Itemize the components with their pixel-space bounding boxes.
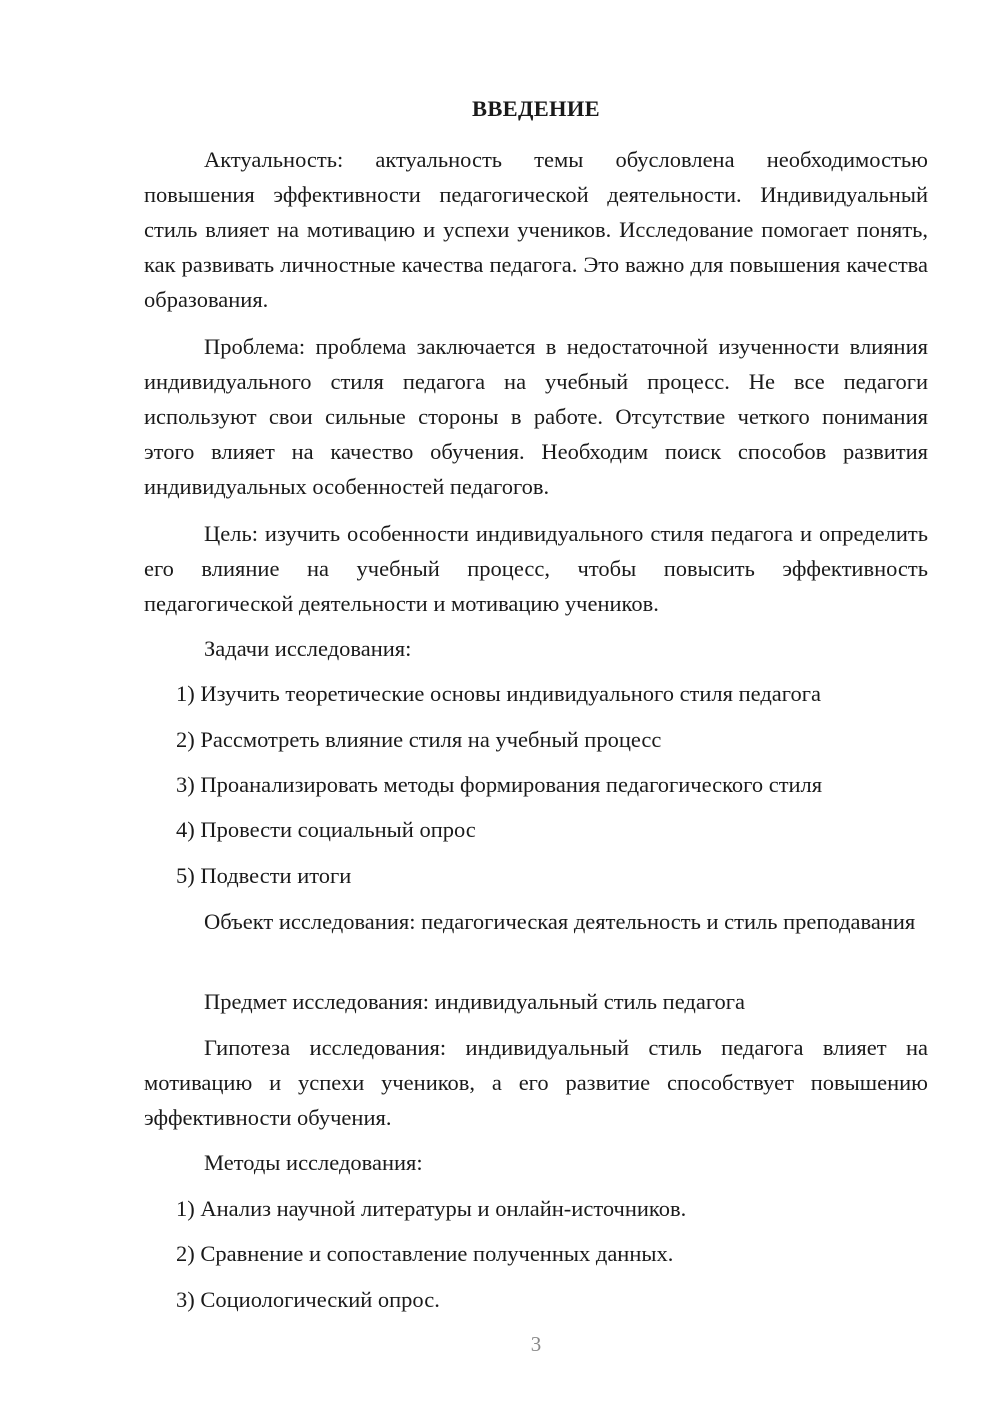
method-item: 3) Социологический опрос. bbox=[176, 1287, 440, 1312]
relevance-paragraph: Актуальность: актуальность темы обусловлена необходимостью повышения эффективности педагогической деятельности. Индивидуальный стиль влияет на мотивацию и успехи учеников. Исследование помогает понять, как развивать личностные качества педагога. Это важно для повышения качества образования. bbox=[144, 147, 928, 312]
task-item: 5) Подвести итоги bbox=[176, 863, 352, 888]
task-item: 1) Изучить теоретические основы индивидуального стиля педагога bbox=[176, 681, 821, 706]
object-paragraph: Объект исследования: педагогическая деятельность и стиль преподавания bbox=[204, 909, 916, 934]
page-number: 3 bbox=[530, 1332, 542, 1356]
hypothesis-paragraph: Гипотеза исследования: индивидуальный стиль педагога влияет на мотивацию и успехи учеников, а его развитие способствует повышению эффективности обучения. bbox=[144, 1035, 928, 1130]
problem-paragraph: Проблема: проблема заключается в недостаточной изученности влияния индивидуального стиля педагога на учебный процесс. Не все педагоги используют свои сильные стороны в работе. Отсутствие четкого понимания этого влияет на качество обучения. Необходим поиск способов развития индивидуальных особенностей педагогов. bbox=[144, 334, 928, 499]
methods-label: Методы исследования: bbox=[204, 1150, 423, 1175]
method-item: 2) Сравнение и сопоставление полученных данных. bbox=[176, 1241, 674, 1266]
subject-paragraph: Предмет исследования: индивидуальный стиль педагога bbox=[204, 989, 745, 1014]
goal-paragraph: Цель: изучить особенности индивидуального стиля педагога и определить его влияние на учебный процесс, чтобы повысить эффективность педагогической деятельности и мотивацию учеников. bbox=[144, 521, 928, 616]
method-item: 1) Анализ научной литературы и онлайн-источников. bbox=[176, 1196, 687, 1221]
task-item: 3) Проанализировать методы формирования педагогического стиля bbox=[176, 772, 823, 797]
task-item: 2) Рассмотреть влияние стиля на учебный процесс bbox=[176, 727, 662, 752]
task-item: 4) Провести социальный опрос bbox=[176, 817, 476, 842]
section-heading: ВВЕДЕНИЕ bbox=[472, 96, 600, 121]
tasks-label: Задачи исследования: bbox=[204, 636, 412, 661]
